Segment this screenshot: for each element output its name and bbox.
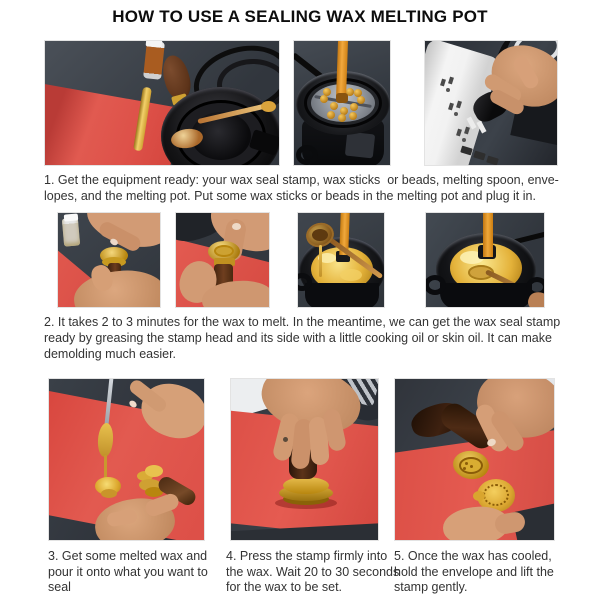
caption-step-3: 3. Get some melted wax and pour it onto what you want to seal [48,549,208,594]
wax-highlight [340,269,362,281]
caption-step-4: 4. Press the stamp firmly into the wax. Wait 20 to 30 seconds for the wax to be set. [226,549,400,594]
engraving-dot [463,467,466,470]
wax-in-spoon [312,229,328,241]
page-title: HOW TO USE A SEALING WAX MELTING POT [112,7,488,26]
wax-seal-pattern [483,484,509,506]
photo-step2-grease-stamp [57,212,161,308]
pot-label [345,132,375,159]
wax-bead [357,96,365,104]
socket-hole [454,112,458,116]
pot-handle [296,145,318,165]
wax-drip [319,245,322,277]
wax-bead [350,103,358,111]
wax-bead [354,89,362,97]
photo-step2-grease-closeup [175,212,270,308]
caption-step-5: 5. Once the wax has cooled, hold the envelope and lift the stamp gently. [394,549,554,594]
wax-stick [483,212,493,257]
melting-pot-body [305,283,379,308]
wax-seal-edge [473,491,485,501]
photo-step2-melted-pot [425,212,545,308]
wax-bead [349,112,357,120]
wax-bead [323,88,331,96]
wax-bead [330,102,338,110]
socket-hole [462,138,466,142]
stamp-head [145,465,163,477]
fingernail [232,223,241,230]
photo-step4-press-stamp [230,378,379,541]
wax-puddle [101,489,117,498]
photo-step2-spoon-wax [297,212,385,308]
fingernail [283,437,288,442]
socket-hole [446,88,450,92]
wax-bead [338,114,346,122]
photo-step3-pour-wax [48,378,205,541]
stamp-engraving [214,245,234,257]
photo-step1-equipment [44,40,280,166]
wax-stick-tip [336,93,348,103]
caption-step-1: 1. Get the equipment ready: your wax seal stamp, wax sticks or beads, melting spoon, enve- lopes, and the melting pot. Put some wax sticks or beads in the melting pot and plug it in. [44,173,559,203]
spoon-end [261,101,276,112]
stamp-base [283,477,329,494]
photo-step1-beads-in-pot [293,40,391,166]
engraving-dot [465,462,468,465]
pot-handle [425,275,446,295]
photo-step5-lift-stamp [394,378,555,541]
melting-pot-body [440,283,532,308]
photo-step1-plug-in [424,40,558,166]
wax-bead [320,95,328,103]
caption-step-2: 2. It takes 2 to 3 minutes for the wax to melt. In the meantime, we can get the wax seal stamp ready by greasing the stamp head and its side with a little cooking oil or skin oil. It can make demolding much easier. [44,315,561,361]
bottle-cap [64,213,79,221]
engraving-dot [470,465,473,468]
wax-bead [327,111,335,119]
oil-bottle [62,217,80,246]
